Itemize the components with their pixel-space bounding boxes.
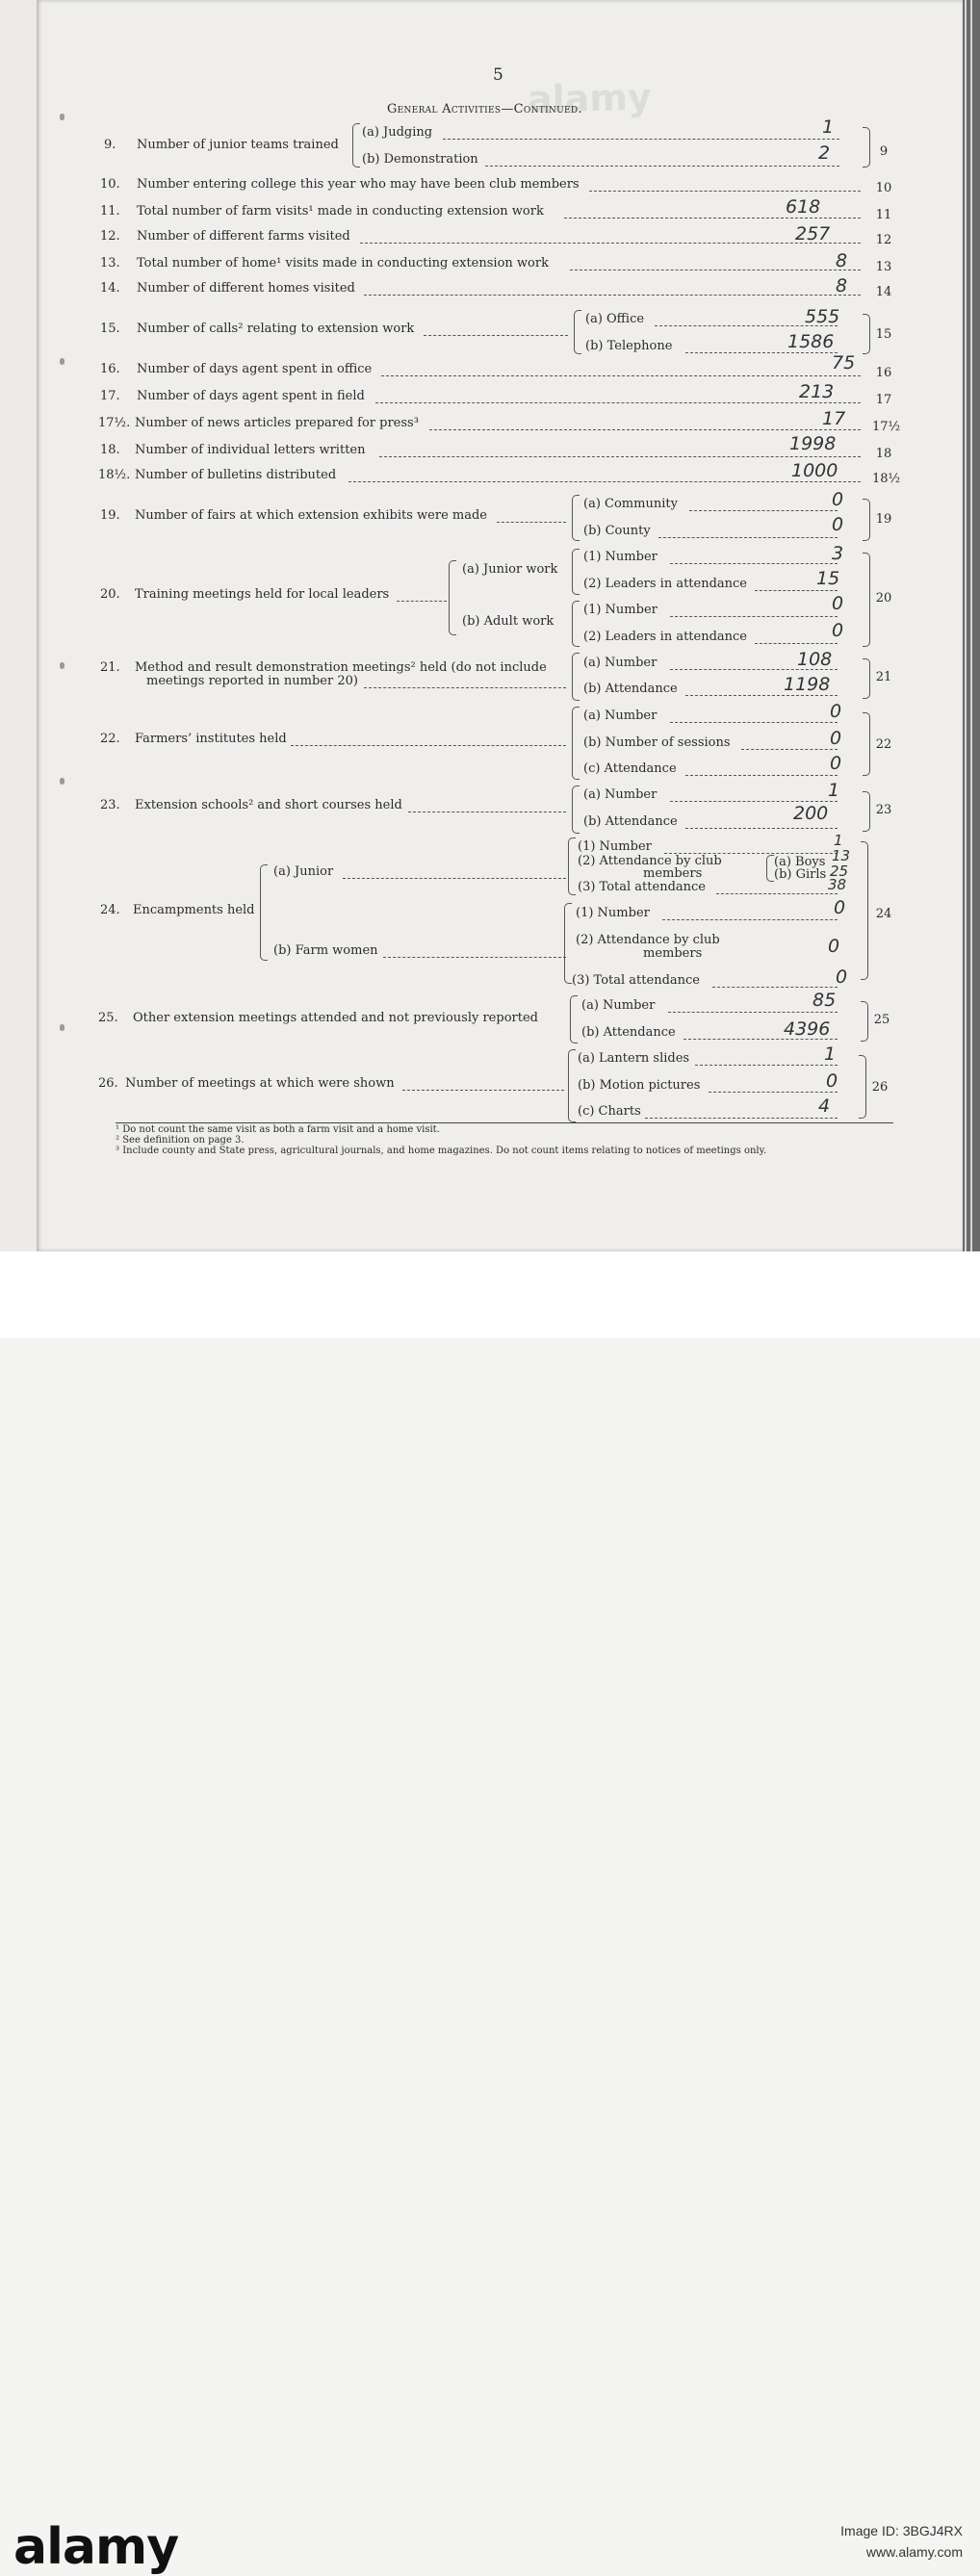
line-number: 19 (875, 512, 892, 527)
leader-dots (364, 295, 861, 296)
item-number: 17. (100, 389, 120, 403)
item-label: Number of fairs at which extension exhibits were made (135, 508, 487, 523)
handwritten-value: 75 (832, 352, 856, 374)
line-number: 13 (875, 260, 892, 274)
binding-hole (60, 778, 64, 785)
binding-hole (60, 358, 64, 365)
leader-dots (485, 166, 839, 167)
site-link[interactable]: www.alamy.com (865, 2544, 963, 2560)
leader-dots (670, 722, 838, 723)
page-number: 5 (493, 65, 503, 85)
leader-dots (381, 375, 861, 376)
brace (568, 837, 576, 895)
brace (572, 707, 580, 780)
scanned-document (0, 0, 980, 1251)
handwritten-value: 17 (822, 408, 846, 429)
item-label: Number of different farms visited (137, 229, 350, 244)
handwritten-value: 257 (795, 223, 831, 245)
brace (572, 601, 580, 647)
handwritten-value: 618 (786, 196, 821, 218)
sub-label: (b) Attendance (583, 682, 678, 696)
leader-dots (670, 563, 838, 564)
handwritten-value: 1998 (789, 433, 837, 454)
brace (863, 791, 870, 832)
item-label: Farmers’ institutes held (135, 732, 287, 746)
sub-label: (1) Number (583, 550, 658, 564)
sub-label: (a) Number (583, 656, 658, 670)
item-label: Number of different homes visited (137, 281, 355, 296)
item-number: 16. (100, 362, 120, 376)
brace (568, 1049, 576, 1122)
handwritten-value: 0 (830, 701, 842, 722)
sub-label: (b) Number of sessions (583, 735, 731, 750)
handwritten-value: 1 (834, 832, 843, 849)
item-number: 14. (100, 281, 120, 296)
footnote: ³ Include county and State press, agricultural journals, and home magazines. Do not count items relating to notices of meetings only. (116, 1146, 767, 1156)
sub-label: (b) Attendance (583, 814, 678, 829)
item-label: Training meetings held for local leaders (135, 587, 390, 602)
stock-photo-banner (0, 1251, 980, 2576)
item-number: 25. (98, 1011, 118, 1025)
line-number: 18½ (872, 472, 901, 486)
sub-label: (a) Junior (273, 864, 334, 879)
handwritten-value: 4 (818, 1095, 831, 1117)
leader-dots (291, 745, 566, 746)
line-number: 23 (875, 803, 892, 817)
leader-dots (670, 801, 838, 802)
item-label: Total number of home¹ visits made in conducting extension work (137, 256, 549, 270)
item-label: Method and result demonstration meetings² held (do not include (135, 660, 547, 675)
handwritten-value: 0 (834, 897, 846, 918)
leader-dots (668, 1012, 838, 1013)
line-number: 14 (875, 285, 892, 299)
handwritten-value: 1586 (787, 331, 835, 352)
brace (572, 786, 580, 834)
line-number: 10 (875, 181, 892, 195)
sub-label-continued: members (643, 866, 703, 881)
item-number: 17½. (98, 416, 131, 430)
leader-dots (685, 828, 838, 829)
handwritten-value: 200 (793, 803, 829, 824)
leader-dots (662, 919, 838, 920)
page-edge-line (970, 0, 972, 1251)
item-number: 21. (100, 660, 120, 675)
item-label: Number of calls² relating to extension work (137, 322, 415, 336)
leader-dots (360, 243, 861, 244)
sub-label: (a) Lantern slides (578, 1051, 690, 1066)
sub-label: (c) Attendance (583, 761, 677, 776)
sub-label: (3) Total attendance (572, 973, 700, 988)
leader-dots (658, 537, 838, 538)
handwritten-value: 3 (832, 543, 844, 564)
line-number: 20 (875, 591, 892, 605)
brace (863, 553, 870, 647)
handwritten-value: 213 (799, 381, 835, 402)
sub-label: (a) Office (585, 312, 645, 326)
leader-dots (443, 139, 839, 140)
brace (863, 499, 870, 541)
item-number: 23. (100, 798, 120, 812)
brace (572, 549, 580, 595)
sub-label: (b) Telephone (585, 339, 673, 353)
item-number: 11. (100, 204, 120, 219)
item-number: 22. (100, 732, 120, 746)
leader-dots (408, 811, 566, 812)
line-number: 26 (871, 1080, 889, 1095)
item-number: 15. (100, 322, 120, 336)
sub-label: (2) Attendance by club (578, 854, 722, 868)
item-number: 18½. (98, 468, 131, 482)
leader-dots (589, 191, 861, 192)
handwritten-value: 2 (818, 142, 831, 164)
leader-dots (716, 893, 838, 894)
brace (564, 903, 572, 984)
handwritten-value: 0 (832, 620, 844, 641)
handwritten-value: 8 (836, 250, 848, 271)
sub-label: (a) Community (583, 497, 678, 511)
item-label: Total number of farm visits¹ made in conducting extension work (137, 204, 544, 219)
handwritten-value: 4396 (784, 1018, 831, 1040)
leader-dots (364, 687, 566, 688)
handwritten-value: 1198 (784, 674, 831, 695)
handwritten-value: 1 (828, 780, 840, 801)
sub-label: (b) County (583, 524, 651, 538)
leader-dots (497, 522, 566, 523)
item-number: 26. (98, 1076, 118, 1091)
handwritten-value: 1 (822, 116, 835, 138)
line-number: 18 (875, 447, 892, 461)
handwritten-value: 0 (826, 1070, 838, 1092)
item-number: 19. (100, 508, 120, 523)
sub-label: (c) Charts (578, 1104, 641, 1119)
image-id: Image ID: 3BGJ4RX (840, 2523, 963, 2538)
brace (570, 995, 578, 1043)
item-number: 9. (104, 138, 116, 152)
line-number: 12 (875, 233, 892, 247)
page-heading: General Activities—Continued. (387, 102, 582, 116)
leader-dots (741, 749, 838, 750)
leader-dots (375, 402, 861, 403)
handwritten-value: 0 (832, 514, 844, 535)
binding-hole (60, 114, 64, 120)
leader-dots (712, 987, 838, 988)
brace (861, 841, 868, 980)
sub-label: (1) Number (576, 906, 650, 920)
leader-dots (645, 1118, 838, 1119)
leader-dots (685, 352, 838, 353)
line-number: 24 (875, 907, 892, 921)
brace (352, 123, 360, 167)
item-label: Extension schools² and short courses held (135, 798, 402, 812)
leader-dots (379, 456, 861, 457)
leader-dots (685, 695, 838, 696)
item-label: Number of meetings at which were shown (125, 1076, 395, 1091)
line-number: 22 (875, 737, 892, 752)
handwritten-value: 25 (830, 863, 849, 880)
leader-dots (383, 957, 566, 958)
line-number: 17 (875, 393, 892, 407)
sub-label-continued: members (643, 946, 703, 961)
sub-label: (3) Total attendance (578, 880, 706, 894)
item-number: 18. (100, 443, 120, 457)
sub-label: (1) Number (583, 603, 658, 617)
item-number: 12. (100, 229, 120, 244)
item-label: Number entering college this year who may have been club members (137, 177, 580, 192)
sub-label: (2) Leaders in attendance (583, 630, 748, 644)
brace (859, 1055, 866, 1119)
sub-label: (b) Motion pictures (578, 1078, 701, 1093)
handwritten-value: 0 (830, 753, 842, 774)
line-number: 11 (875, 208, 892, 222)
leader-dots (709, 1092, 838, 1093)
brace (574, 310, 581, 354)
binding-hole (60, 662, 64, 669)
leader-dots (755, 590, 838, 591)
line-number: 25 (873, 1013, 890, 1027)
brace (863, 314, 870, 354)
footnote: ² See definition on page 3. (116, 1135, 245, 1146)
item-label: Number of days agent spent in office (137, 362, 373, 376)
page-edge-line (965, 0, 967, 1251)
sub-label: (a) Number (583, 708, 658, 723)
leader-dots (402, 1090, 564, 1091)
line-number: 17½ (872, 420, 901, 434)
sub-label: (a) Judging (362, 125, 433, 140)
leader-dots (670, 616, 838, 617)
item-label: Other extension meetings attended and not previously reported (133, 1011, 538, 1025)
handwritten-value: 15 (816, 568, 840, 589)
brace (572, 495, 580, 541)
line-number: 16 (875, 366, 892, 380)
handwritten-value: 1 (824, 1043, 837, 1065)
leader-dots (685, 775, 838, 776)
handwritten-value: 0 (832, 593, 844, 614)
alamy-logo: alamy (13, 2518, 179, 2576)
sub-label: (2) Leaders in attendance (583, 577, 748, 591)
handwritten-value: 0 (836, 966, 848, 988)
footnote: ¹ Do not count the same visit as both a farm visit and a home visit. (116, 1124, 440, 1135)
line-number: 9 (879, 144, 889, 159)
binding-hole (60, 1024, 64, 1031)
brace (449, 560, 456, 635)
handwritten-value: 85 (812, 990, 837, 1011)
sub-label: (b) Girls (774, 867, 827, 882)
sub-label: (a) Junior work (462, 562, 558, 577)
sub-label: (2) Attendance by club (576, 933, 720, 947)
facing-page-edge (0, 0, 39, 1251)
sub-label: (b) Demonstration (362, 152, 478, 167)
leader-dots (695, 1065, 838, 1066)
brace (863, 127, 870, 167)
watermark: alamy (527, 75, 653, 121)
handwritten-value: 13 (832, 847, 851, 864)
item-number: 20. (100, 587, 120, 602)
leader-dots (397, 601, 447, 602)
item-label: Number of bulletins distributed (135, 468, 337, 482)
line-number: 21 (875, 670, 892, 684)
brace (572, 653, 580, 701)
sub-label: (a) Boys (774, 855, 826, 869)
brace (260, 864, 268, 961)
item-label: Number of news articles prepared for press³ (135, 416, 419, 430)
sub-label: (b) Adult work (462, 614, 554, 629)
item-label: Number of days agent spent in field (137, 389, 365, 403)
line-number: 15 (875, 327, 892, 342)
brace (863, 712, 870, 776)
footnote-rule (116, 1122, 893, 1123)
item-number: 13. (100, 256, 120, 270)
handwritten-value: 0 (830, 728, 842, 749)
leader-dots (689, 510, 838, 511)
brace (863, 658, 870, 699)
handwritten-value: 0 (832, 489, 844, 510)
leader-dots (343, 878, 566, 879)
brace (861, 1001, 868, 1042)
item-label: Encampments held (133, 903, 255, 917)
leader-dots (424, 335, 568, 336)
handwritten-value: 0 (828, 936, 840, 957)
item-number: 10. (100, 177, 120, 192)
sub-label: (a) Number (583, 787, 658, 802)
handwritten-value: 555 (805, 306, 840, 327)
leader-dots (429, 429, 861, 430)
handwritten-value: 8 (836, 275, 848, 296)
stock-meta (840, 2520, 963, 2563)
sub-label: (b) Farm women (273, 943, 378, 958)
sub-label: (b) Attendance (581, 1025, 676, 1040)
item-label-continued: meetings reported in number 20) (146, 674, 358, 688)
sub-label: (1) Number (578, 839, 652, 854)
sub-label: (a) Number (581, 998, 656, 1013)
leader-dots (564, 218, 861, 219)
handwritten-value: 38 (828, 876, 847, 893)
handwritten-value: 108 (797, 649, 833, 670)
handwritten-value: 1000 (791, 460, 838, 481)
item-label: Number of individual letters written (135, 443, 366, 457)
item-label: Number of junior teams trained (137, 138, 339, 152)
brace (766, 855, 774, 882)
item-number: 24. (100, 903, 120, 917)
leader-dots (755, 643, 838, 644)
leader-dots (348, 481, 861, 482)
